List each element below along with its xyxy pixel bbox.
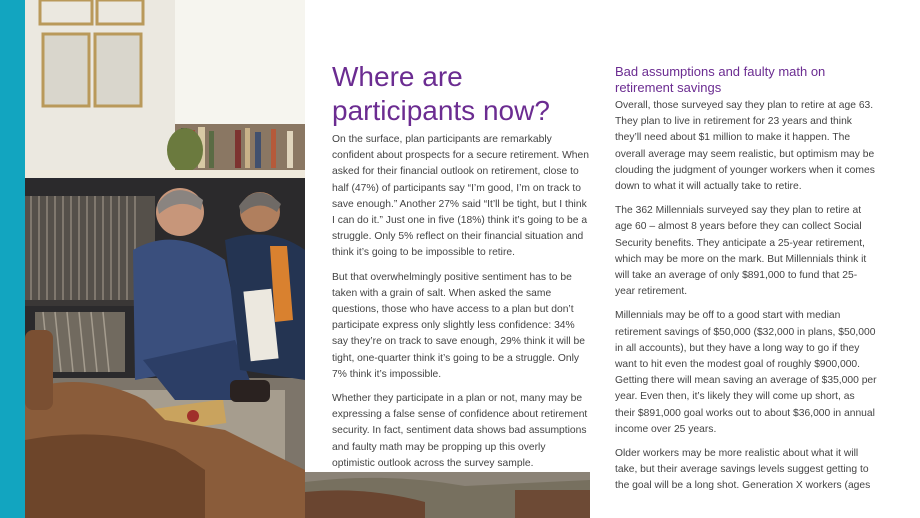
paragraph: But that overwhelmingly positive sentiment has to be taken with a grain of salt. When asked the same questions, those who have access to a plan but don’t participate express only slightly less confidence: 34% say they’re on track to save enough, 29% think it will be tight, one-quarter think it’s going to be a struggle. Only 7% think it’s impossible. [332,271,585,380]
paragraph: The 362 Millennials surveyed say they plan to retire at age 60 – almost 8 years before they can collect Social Security benefits. They anticipate a 25-year retirement, which may be more on the mark. But Millennials think it will take an average of only $891,000 to fund that 25-year retirement. [615,205,867,298]
column-left [332,132,590,480]
section-heading: Bad assumptions and faulty math on retirement savings [615,64,826,95]
accent-bar [0,0,25,518]
paragraph: Millennials may be off to a good start with median retirement savings of $50,000 ($32,000 in plans, $50,000 in all accounts), but they have a long way to go if they want to hit even the modest goal of roughly $900,000. Getting there will mean saving an average of $35,000 per year. Even then, it’s likely they will come up short, as their $891,000 goal works out to about $36,000 in annual income over 25 years. [615,310,877,435]
photo-two-men-vinyl-records [25,0,305,518]
paragraph: On the surface, plan participants are remarkably confident about prospects for a secure retirement. When asked for their financial outlook on retirement, close to half (47%) of participants say “I’m good, I’m on track to save enough.” Another 27% said “It’ll be tight, but I think I can do it.” Just one in five (18%) think it’s going to be a struggle. Only 5% reflect on their financial situation and think it’s going to be impossible to retire. [332,134,589,259]
photo-illustration [25,0,305,518]
paragraph: Overall, those surveyed say they plan to retire at age 63. They plan to live in retirement for 23 years and think they’ll need about $1 million to make it happen. The overall average may seem realistic, but optimism may be clouding the judgment of younger workers when it comes down to what it will actually take to retire. [615,100,875,193]
paragraph: Whether they participate in a plan or not, many may be expressing a false sense of confidence about retirement security. In fact, sentiment data shows bad assumptions and faulty math may be propping up this overly optimistic outlook across the survey sample. [332,393,588,469]
page-title: Where are participants now? [332,61,550,126]
paragraph: Older workers may be more realistic about what it will take, but their average savings levels suggest getting to the goal will be a long shot. Generation X workers (ages [615,448,871,492]
column-right [615,64,877,503]
